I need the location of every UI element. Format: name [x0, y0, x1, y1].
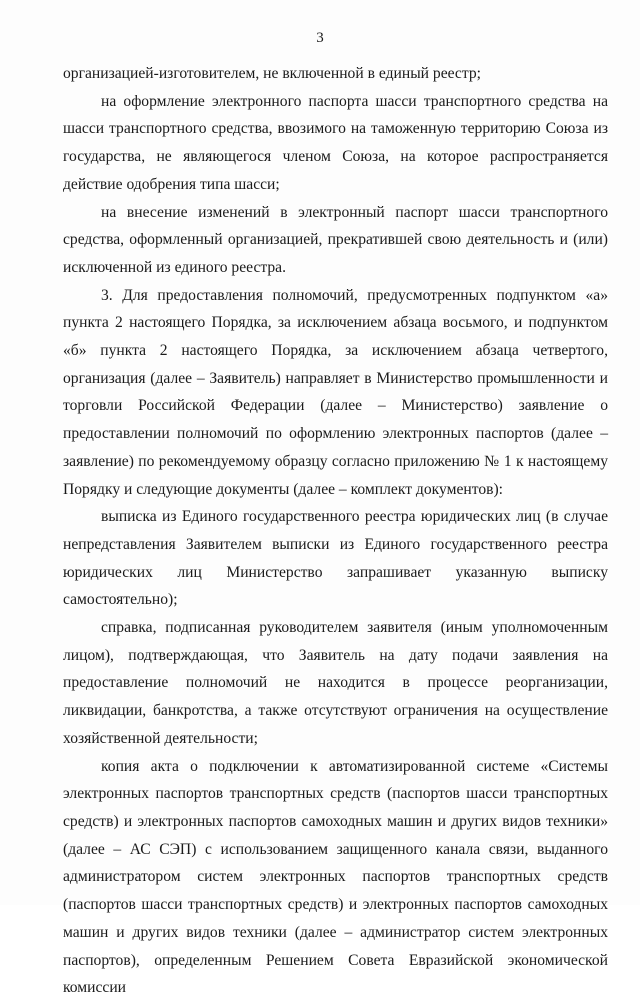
paragraph-5: выписка из Единого государственного реестра юридических лиц (в случае непредставления Заявителем выписки из Единого государственного реестра юридических лиц Министерство запрашивает указанную выписку самостоятельно); — [63, 508, 608, 609]
document-body — [63, 60, 608, 1002]
paragraph-2: на оформление электронного паспорта шасси транспортного средства на шасси транспортного средства, ввозимого на таможенную территорию Союза из государства, не являющегося членом Союза, на которое распространяется действие одобрения типа шасси; — [63, 92, 608, 193]
paragraph-7: копия акта о подключении к автоматизированной системе «Системы электронных паспортов транспортных средств (паспортов шасси транспортных средств) и электронных паспортов самоходных машин и других видов техники» (далее – АС СЭП) с использованием защищенного канала связи, выданного администратором систем электронных паспортов транспортных средств (паспортов шасси транспортных средств) и электронных паспортов самоходных машин и других видов техники (далее – администратор систем электронных паспортов), определенным Решением Совета Евразийской экономической комиссии — [63, 757, 608, 997]
paragraph-4: 3. Для предоставления полномочий, предусмотренных подпунктом «а» пункта 2 настоящего Порядка, за исключением абзаца восьмого, и подпунктом «б» пункта 2 настоящего Порядка, за исключением абзаца четвертого, организация (далее – Заявитель) направляет в Министерство промышленности и торговли Российской Федерации (далее – Министерство) заявление о предоставлении полномочий по оформлению электронных паспортов (далее – заявление) по рекомендуемому образцу согласно приложению № 1 к настоящему Порядку и следующие документы (далее – комплект документов): — [63, 286, 608, 498]
page-number: 3 — [316, 30, 324, 46]
paragraph-6: справка, подписанная руководителем заявителя (иным уполномоченным лицом), подтверждающая, что Заявитель на дату подачи заявления на предоставление полномочий не находится в процессе реорганизации, ликвидации, банкротства, а также отсутствуют ограничения на осуществление хозяйственной деятельности; — [63, 619, 608, 747]
paragraph-3: на внесение изменений в электронный паспорт шасси транспортного средства, оформленный организацией, прекратившей свою деятельность и (или) исключенной из единого реестра. — [63, 203, 608, 276]
paragraph-1: организацией-изготовителем, не включенной в единый реестр; — [63, 65, 481, 82]
